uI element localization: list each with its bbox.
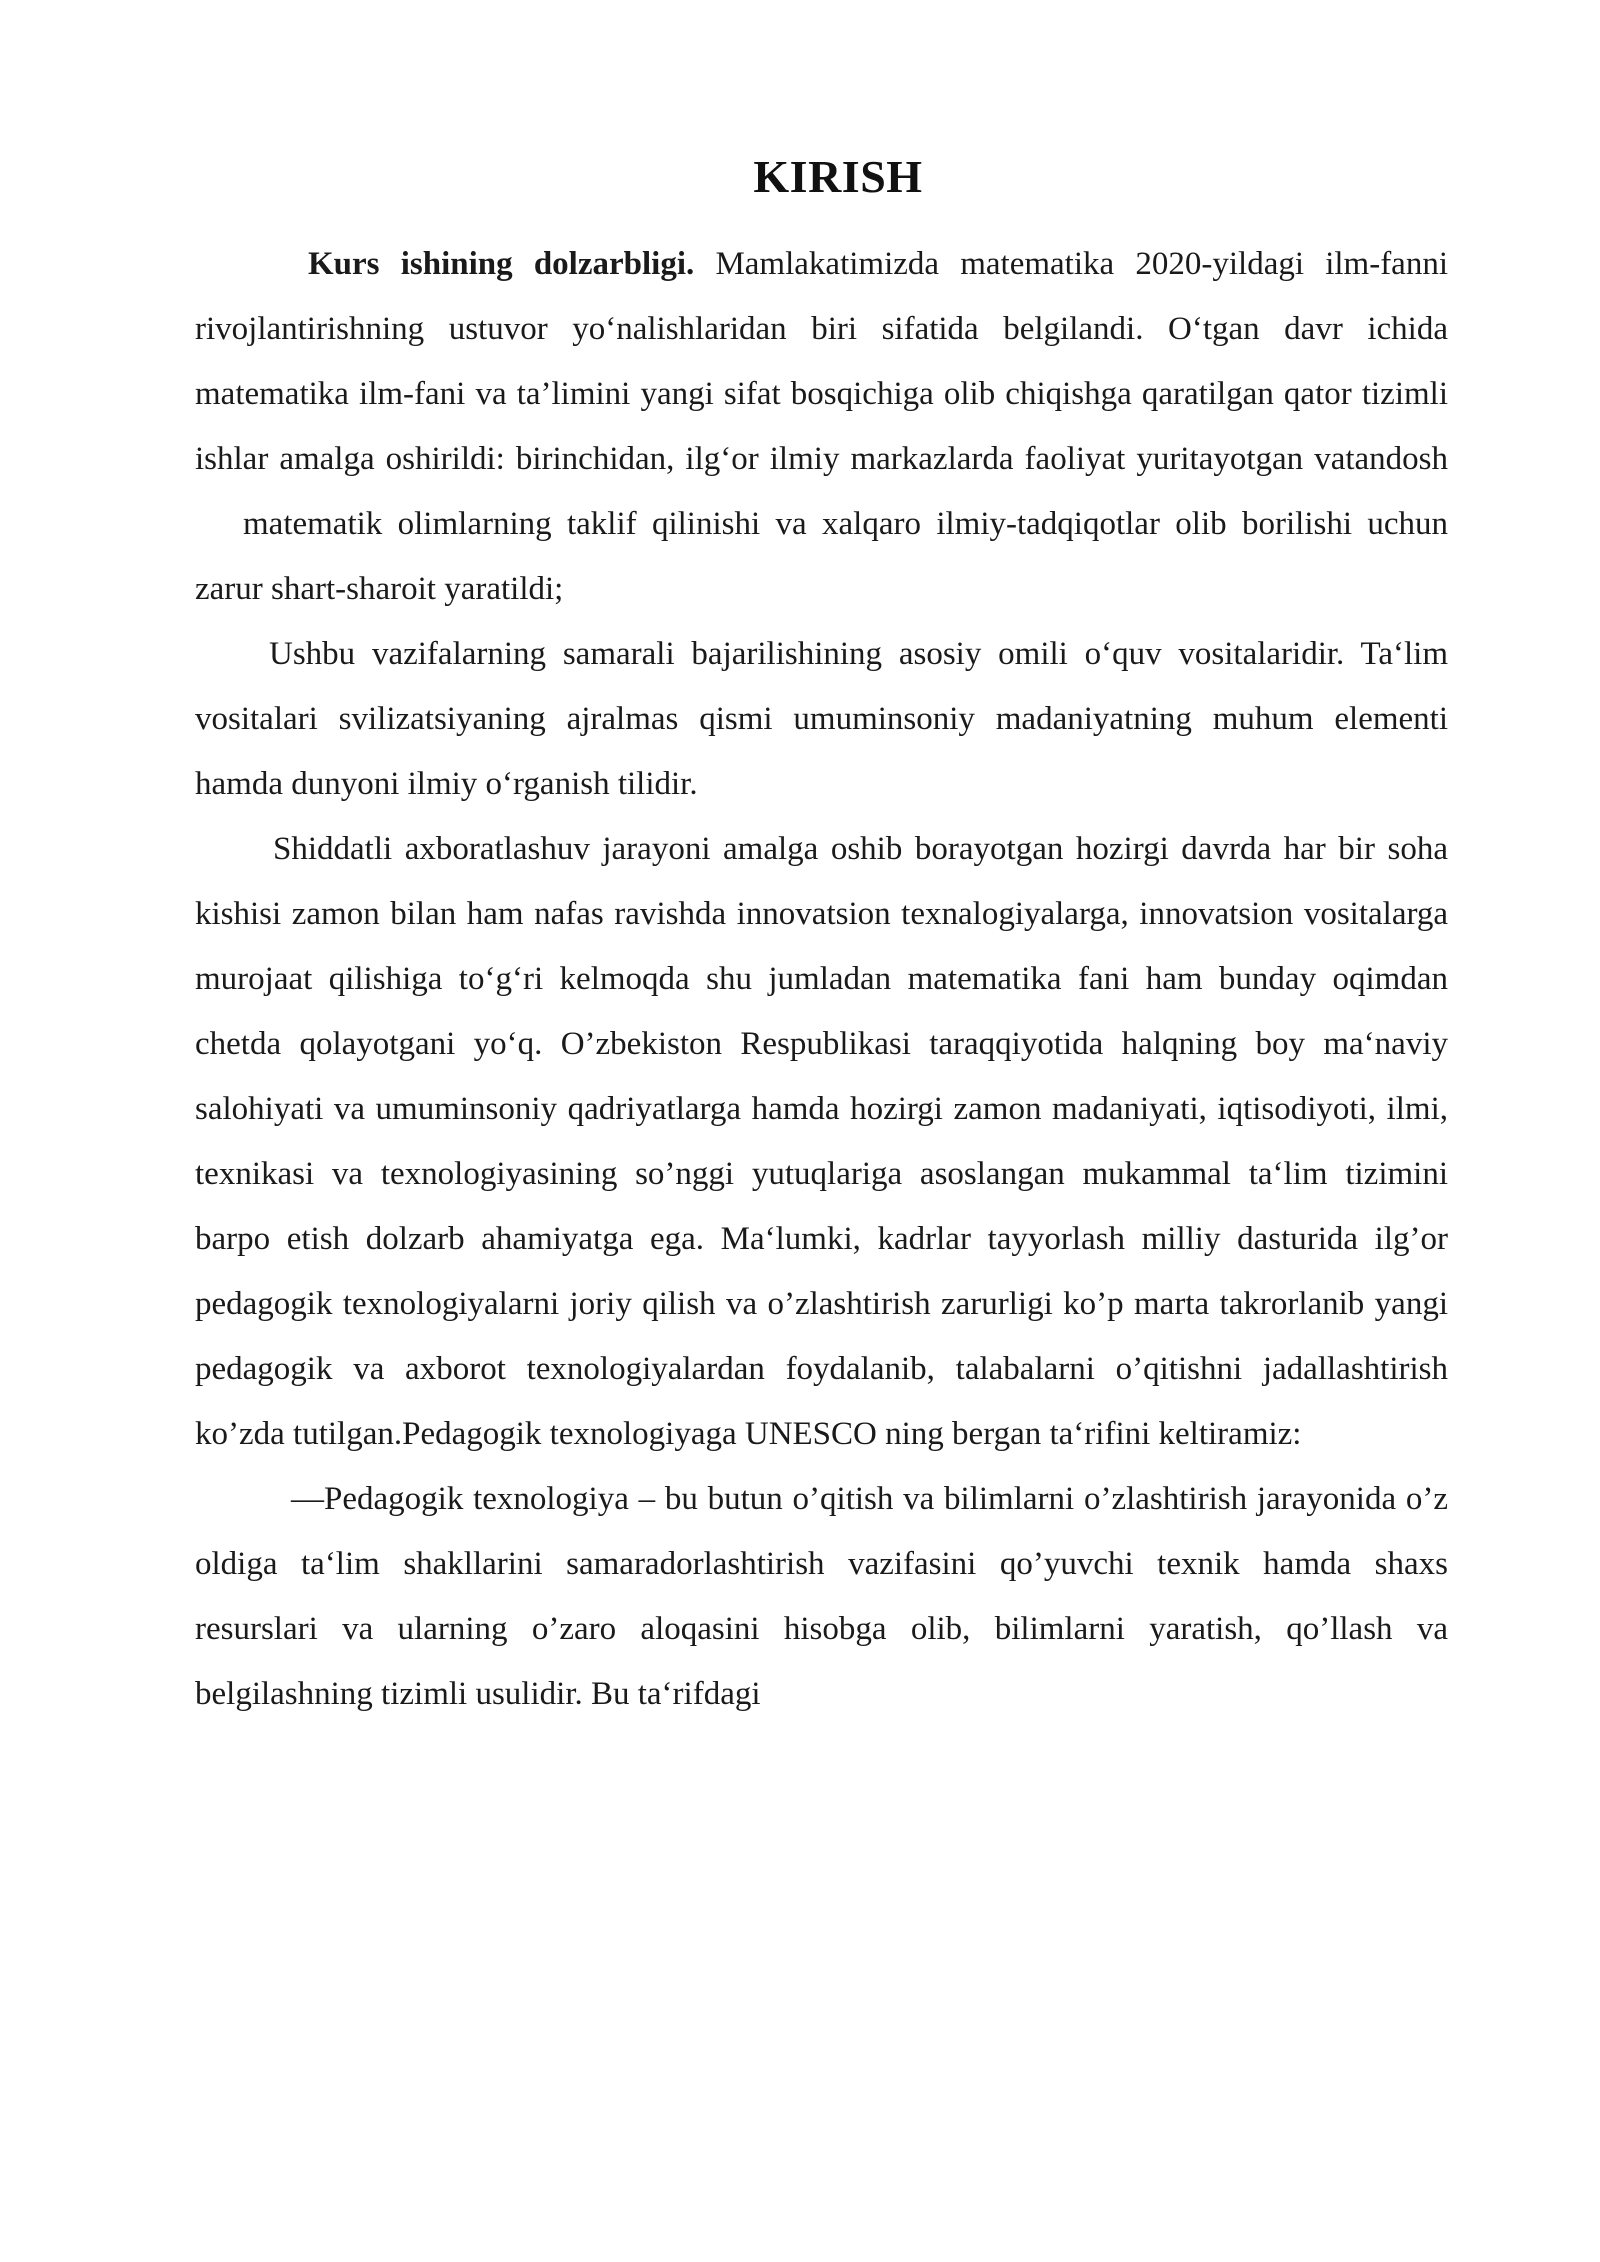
page-title: KIRISH <box>753 151 923 202</box>
paragraph-informatization: Shiddatli axboratlashuv jarayoni amalga oshib borayotgan hozirgi davrda har bir soha kishisi zamon bilan ham nafas ravishda innovatsion texnalogiyalarga, innovatsion vositalarga murojaat qilishiga to‘g‘ri kelmoqda shu jumladan matematika fani ham bunday oqimdan chetda qolayotgani yo‘q. O’zbekiston Respublikasi taraqqiyotida halqning boy ma‘naviy salohiyati va umuminsoniy qadriyatlarga hamda hozirgi zamon madaniyati, iqtisodiyoti, ilmi, texnikasi va texnologiyasining so’nggi yutuqlariga asoslangan mukammal ta‘lim tizimini barpo etish dolzarb ahamiyatga ega. Ma‘lumki, kadrlar tayyorlash milliy dasturida ilg’or pedagogik texnologiyalarni joriy qilish va o’zlashtirish zarurligi ko’p marta takrorlanib yangi pedagogik va axborot texnologiyalardan foydalanib, talabalarni o’qitishni jadallashtirish ko’zda tutilgan.Pedagogik texnologiyaga UNESCO ning bergan ta‘rifini keltiramiz: <box>195 831 1448 1452</box>
paragraph-text: matematik olimlarning taklif qilinishi va xalqaro ilmiy-tadqiqotlar olib borilishi uchun zarur shart-sharoit yaratildi; <box>195 506 1448 607</box>
document-body <box>195 232 1448 1727</box>
paragraph-text: Mamlakatimizda matematika 2020-yildagi ilm-fanni rivojlantirishning ustuvor yo‘nalishlaridan biri sifatida belgilandi. O‘tgan davr ichida matematika ilm-fani va ta’limini yangi sifat bosqichiga olib chiqishga qaratilgan qator tizimli ishlar amalga oshirildi: birinchidan, ilg‘or ilmiy markazlarda faoliyat yuritayotgan vatandosh <box>195 246 1449 477</box>
paragraph-relevance <box>195 232 1448 622</box>
paragraph-definition: ―Pedagogik texnologiya – bu butun o’qitish va bilimlarni o’zlashtirish jarayonida o’z oldiga ta‘lim shakllarini samaradorlashtirish vazifasini qo’yuvchi texnik hamda shaxs resurslari va ularning o’zaro aloqasini hisobga olib, bilimlarni yaratish, qo’llash va belgilashning tizimli usulidir. Bu ta‘rifdagi <box>195 1481 1448 1712</box>
paragraph-tasks: Ushbu vazifalarning samarali bajarilishining asosiy omili o‘quv vositalaridir. Ta‘lim vositalari svilizatsiyaning ajralmas qismi umuminsoniy madaniyatning muhum elementi hamda dunyoni ilmiy o‘rganish tilidir. <box>195 636 1448 802</box>
paragraph-lead-heading: Kurs ishining dolzarbligi. <box>308 246 695 282</box>
